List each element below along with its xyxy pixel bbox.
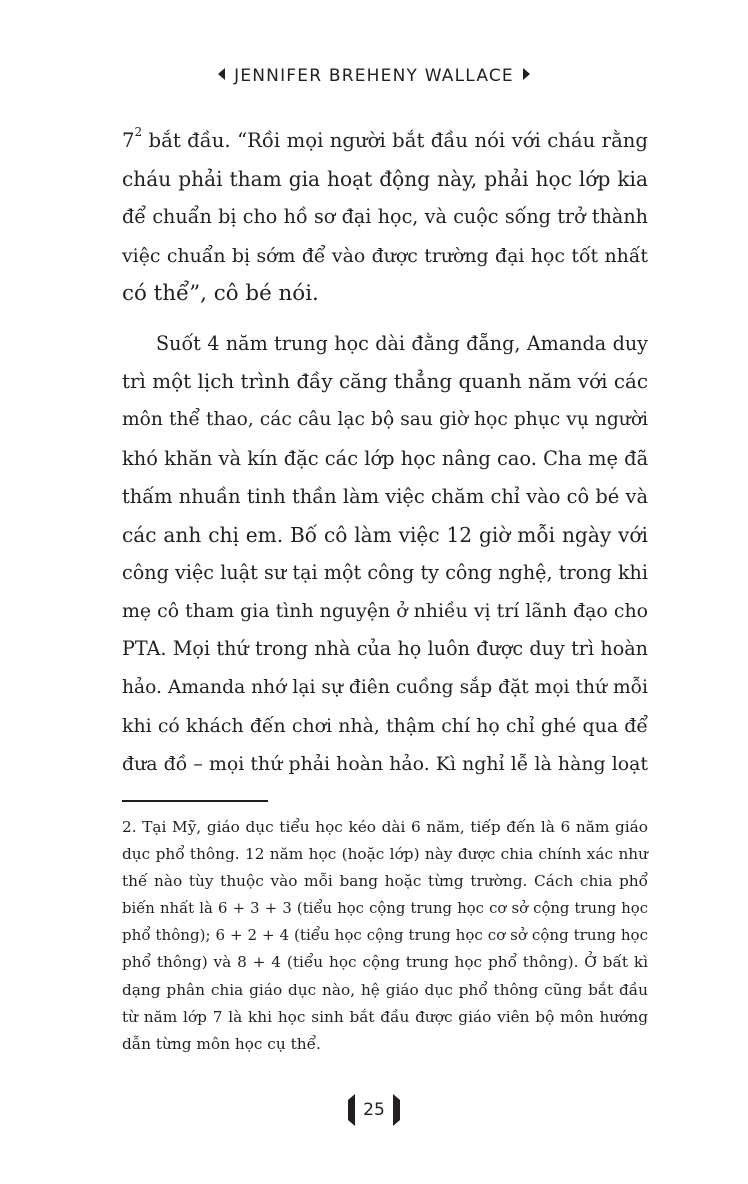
- paragraph-2: [122, 325, 648, 783]
- running-head: [0, 66, 748, 86]
- body-line: đưa đồ – mọi thứ phải hoàn hảo. Kì nghỉ lễ là hàng loạt: [122, 753, 648, 775]
- triangle-right-icon: [523, 68, 530, 80]
- body-line: công việc luật sư tại một công ty công nghệ, trong khi: [122, 561, 648, 585]
- paragraph-gap: [122, 313, 648, 325]
- footnote: [122, 814, 648, 1058]
- body-line: cháu phải tham gia hoạt động này, phải học lớp kia: [122, 167, 648, 192]
- page-folio: [0, 1100, 748, 1120]
- body-line: mẹ cô tham gia tình nguyện ở nhiều vị trí lãnh đạo cho: [122, 600, 648, 623]
- footnote-line: phổ thông); 6 + 2 + 4 (tiểu học cộng trung học cơ sở cộng trung học: [122, 926, 648, 945]
- footnote-line: 2. Tại Mỹ, giáo dục tiểu học kéo dài 6 năm, tiếp đến là 6 năm giáo: [122, 818, 648, 836]
- running-title: JENNIFER BREHENY WALLACE: [234, 66, 514, 86]
- triangle-left-icon: [218, 68, 225, 80]
- body-line: PTA. Mọi thứ trong nhà của họ luôn được duy trì hoàn: [122, 637, 648, 661]
- footnote-divider: [122, 800, 268, 802]
- footnote-line: biến nhất là 6 + 3 + 3 (tiểu học cộng trung học cơ sở cộng trung học: [122, 900, 648, 918]
- page-number: 25: [363, 1100, 385, 1120]
- footnote-ref-number: 7: [122, 129, 135, 152]
- body-line: khó khăn và kín đặc các lớp học nâng cao. Cha mẹ đã: [122, 446, 649, 470]
- body-line: để chuẩn bị cho hồ sơ đại học, và cuộc sống trở thành: [122, 205, 648, 229]
- body-line: thấm nhuần tinh thần làm việc chăm chỉ vào cô bé và: [122, 484, 648, 508]
- body-line: có thể”, cô bé nói.: [122, 280, 319, 306]
- body-line: việc chuẩn bị sớm để vào được trường đại học tốt nhất: [122, 244, 648, 267]
- triangle-right-icon: [393, 1094, 400, 1126]
- body-line: khi có khách đến chơi nhà, thậm chí họ chỉ ghé qua để: [122, 714, 648, 737]
- paragraph-1: [122, 122, 648, 313]
- body-line: [122, 122, 648, 160]
- triangle-left-icon: [348, 1094, 355, 1126]
- footnote-line: từ năm lớp 7 là khi học sinh bắt đầu được giáo viên bộ môn hướng: [122, 1007, 648, 1026]
- footnote-line: phổ thông) và 8 + 4 (tiểu học cộng trung học phổ thông). Ở bất kì: [122, 953, 648, 972]
- footnote-ref-mark: 2: [134, 125, 143, 140]
- footnote-line: dục phổ thông. 12 năm học (hoặc lớp) này được chia chính xác như: [122, 845, 648, 864]
- footnote-line: thế nào tùy thuộc vào mỗi bang hoặc từng trường. Cách chia phổ: [122, 872, 648, 891]
- footnote-line: dạng phân chia giáo dục nào, hệ giáo dục phổ thông cũng bắt đầu: [122, 980, 648, 999]
- footnote-line: dẫn từng môn học cụ thể.: [122, 1034, 321, 1053]
- body-line-text: bắt đầu. “Rồi mọi người bắt đầu nói với cháu rằng: [142, 129, 648, 152]
- body-line: Suốt 4 năm trung học dài đằng đẵng, Amanda duy: [156, 331, 648, 355]
- body-line: môn thể thao, các câu lạc bộ sau giờ học phục vụ người: [122, 409, 648, 431]
- body-line: các anh chị em. Bố cô làm việc 12 giờ mỗi ngày với: [122, 522, 648, 547]
- body-line: hảo. Amanda nhớ lại sự điên cuồng sắp đặt mọi thứ mỗi: [122, 676, 648, 698]
- body-line: trì một lịch trình đầy căng thẳng quanh năm với các: [122, 370, 648, 394]
- body-text: [122, 122, 648, 783]
